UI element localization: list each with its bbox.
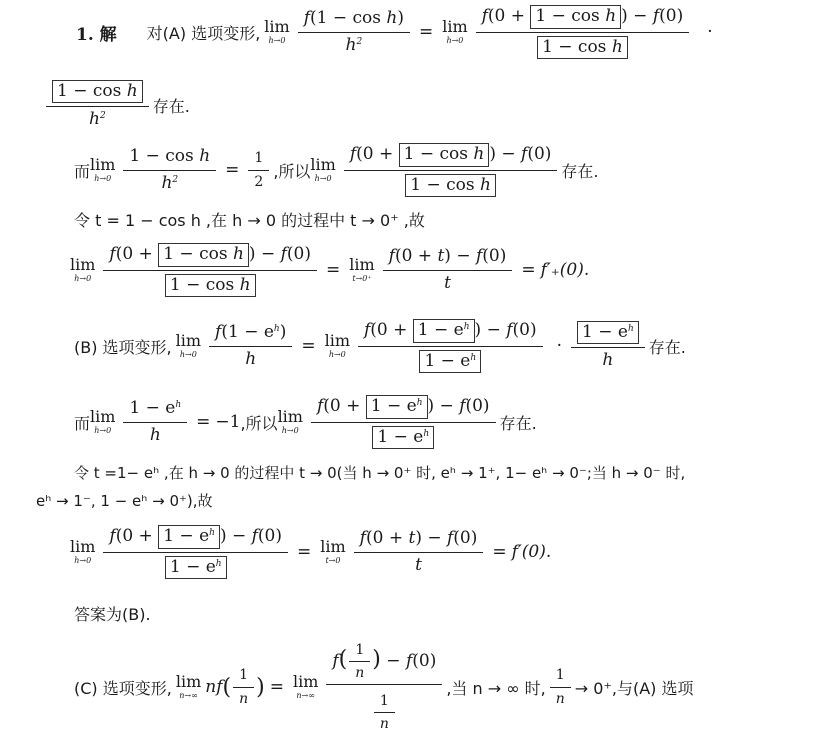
solution-heading: 1. 解	[76, 24, 117, 45]
answer-text: 答案为(B).	[74, 605, 151, 624]
option-a-lead: 对(A) 选项变形,	[146, 23, 261, 43]
line-a-transform: 1. 解 对(A) 选项变形, lim h→0 $\frac{\text{f(1 − cos h)}}{h^2}$ = lim h→0 $\frac{\text{f(0 + 1 − cos h ) − f(0)}}{\text{1 − cos h}}$ ·	[0, 2, 826, 62]
line-a-continue	[0, 75, 826, 135]
substitution-text-b-cont: eʰ → 1⁻, 1 − eʰ → 0⁺),故	[36, 492, 213, 510]
line-b-transform: (B) 选项变形, lim h→0 $\frac{f(1 - e^h)}{h}$ = lim h→0 $\frac{f(0 + 1 - e^h ) - f(0)}{1 - e^h}$ · $\frac{1 - e^h}{h}$ 存在.	[0, 316, 826, 376]
option-c-lead: (C) 选项变形,	[74, 678, 172, 698]
line-b-conclusion: lim h→0 $\frac{f(0 + 1 - e^h ) - f(0)}{1 - e^h}$ = lim t→0 $\frac{f(0 + t) - f(0)}{t}$ = f′(0).	[0, 522, 826, 582]
substitution-text-a: 令 t = 1 − cos h ,在 h → 0 的过程中 t → 0⁺ ,故	[74, 211, 425, 230]
one-half: $\frac{1}{2}$	[248, 150, 269, 189]
option-b-lead: (B) 选项变形,	[74, 337, 172, 357]
derivative: f′(0).	[511, 542, 552, 562]
fraction-boxed-over-h2: $\frac{\text{1 − cos h}}{h^2}$	[46, 80, 149, 130]
line-b-limit-value: 而 lim h→0 $\frac{1 - e^h}{h}$ = −1 ,所以 lim h→0 $\frac{f(0 + 1 - e^h ) - f(0)}{1 - e^h}$ 存在.	[0, 392, 826, 452]
exists-text: 存在.	[152, 96, 190, 116]
right-derivative: f′₊(0).	[540, 260, 590, 280]
line-c-transform: (C) 选项变形, lim n→∞ nf ( $\frac{1}{n}$ ) = lim n→∞ f( $\frac{1}{n}$ ) − f(0) $\frac{1}{n}$ ,当 n → ∞ 时, $\frac{1}{n}$ → 0⁺,与(A) 选项	[74, 641, 694, 733]
line-a-conclusion: lim h→0 $\frac{\text{f(0 + 1 − cos h ) − f(0)}}{\text{1 − cos h}}$ = lim t→0⁺ $\frac{f(0 + t) - f(0)}{t}$ = f′₊(0).	[0, 240, 826, 300]
substitution-text-b: 令 t =1− eʰ ,在 h → 0 的过程中 t → 0(当 h → 0⁺ 时, eʰ → 1⁺, 1− eʰ → 0⁻;当 h → 0⁻ 时,	[74, 464, 686, 482]
minus-one: −1	[215, 412, 241, 432]
line-a-limit-value: 而 lim h→0 $\frac{\text{1 − cos h}}{h^2}$ = $\frac{1}{2}$ ,所以 lim h→0 $\frac{\text{f(0 + 1 − cos h ) − f(0)}}{\text{1 − cos h}}$ 存在.	[0, 140, 826, 200]
fraction-difference-quotient: $\frac{\text{f(0 + 1 − cos h ) − f(0)}}{\text{1 − cos h}}$	[476, 5, 690, 59]
fraction-f-over-h2: $\frac{\text{f(1 − cos h)}}{h^2}$	[298, 9, 410, 55]
